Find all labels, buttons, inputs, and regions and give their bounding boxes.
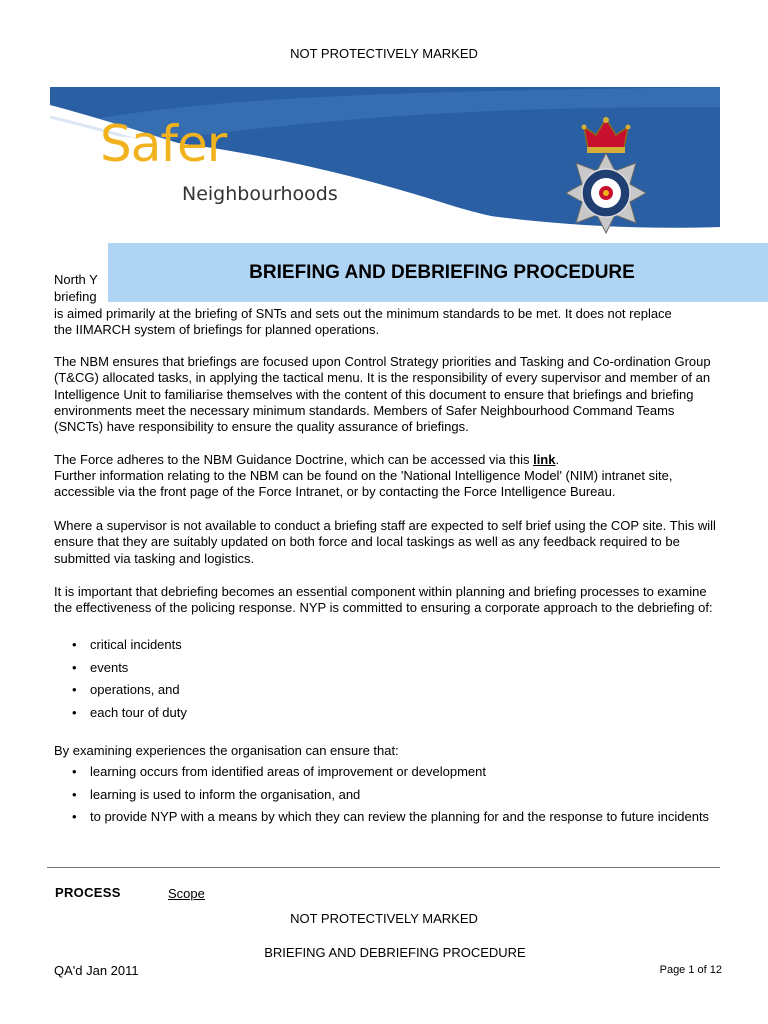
list-item: • learning occurs from identified areas of improvement or development — [72, 764, 722, 780]
nbm-doctrine-link[interactable]: link — [533, 452, 556, 467]
intro-line-3: is aimed primarily at the briefing of SNTs and sets out the minimum standards to be met. It does not replace — [54, 306, 672, 321]
page-number: Page 1 of 12 — [659, 964, 722, 976]
list-item: • operations, and — [72, 682, 722, 698]
qa-date: QA'd Jan 2011 — [54, 963, 139, 978]
doctrine-text: The Force adheres to the NBM Guidance Doctrine, which can be accessed via this — [54, 452, 534, 467]
debrief-list — [72, 637, 722, 721]
further-info-paragraph: Further information relating to the NBM can be found on the 'National Intelligence Model' (NIM) intranet site, accessible via the front page of the Force Intranet, or by contacting the Force Intelligence Bureau. — [54, 468, 673, 500]
safer-logo-word: Safer — [100, 115, 227, 173]
debriefing-paragraph: It is important that debriefing becomes an essential component within planning and briefing processes to examine the effectiveness of the policing response. NYP is committed to ensuring a corporate approach to the debriefing of: — [54, 584, 713, 616]
safer-neighbourhoods-banner — [50, 87, 720, 240]
nbm-paragraph: The NBM ensures that briefings are focused upon Control Strategy priorities and Tasking and Co-ordination Group (T&CG) allocated tasks, in applying the tactical menu. It is the responsibility of every supervisor and member of an Intelligence Unit to familiarise themselves with the content of this document to ensure that briefings and briefing environments meet the necessary minimum standards. Members of Safer Neighbourhood Command Teams (SNCTs) have responsibility to ensure the quality assurance of briefings. — [54, 354, 711, 435]
list-item: • each tour of duty — [72, 705, 722, 721]
self-brief-paragraph: Where a supervisor is not available to conduct a briefing staff are expected to self brief using the COP site. This will ensure that they are suitably updated on both force and local taskings as well as any feedback required to be submitted via tasking and logistics. — [54, 518, 716, 566]
list-item: • learning is used to inform the organisation, and — [72, 787, 722, 803]
list-item: • events — [72, 660, 722, 676]
ensure-list — [72, 764, 722, 825]
examining-paragraph: By examining experiences the organisation can ensure that: — [54, 743, 399, 758]
protective-marking-header: NOT PROTECTIVELY MARKED — [290, 46, 478, 61]
list-item: • critical incidents — [72, 637, 722, 653]
process-label: PROCESS — [55, 885, 121, 900]
intro-line-4: the IIMARCH system of briefings for planned operations. — [54, 322, 380, 337]
document-title: BRIEFING AND DEBRIEFING PROCEDURE — [249, 261, 635, 283]
scope-link[interactable]: Scope — [168, 886, 205, 901]
doctrine-paragraph — [54, 452, 720, 468]
intro-line-1: North Y — [54, 272, 98, 287]
footer-document-title: BRIEFING AND DEBRIEFING PROCEDURE — [264, 945, 526, 960]
police-crest-icon — [566, 115, 646, 237]
footer-divider — [47, 867, 720, 868]
doctrine-suffix: . — [555, 452, 560, 467]
protective-marking-footer: NOT PROTECTIVELY MARKED — [290, 911, 478, 926]
neighbourhoods-logo-word: Neighbourhoods — [182, 183, 338, 205]
intro-line-2: briefing — [54, 289, 97, 304]
document-title-box — [108, 243, 768, 302]
list-item: • to provide NYP with a means by which they can review the planning for and the response to future incidents — [72, 809, 722, 825]
